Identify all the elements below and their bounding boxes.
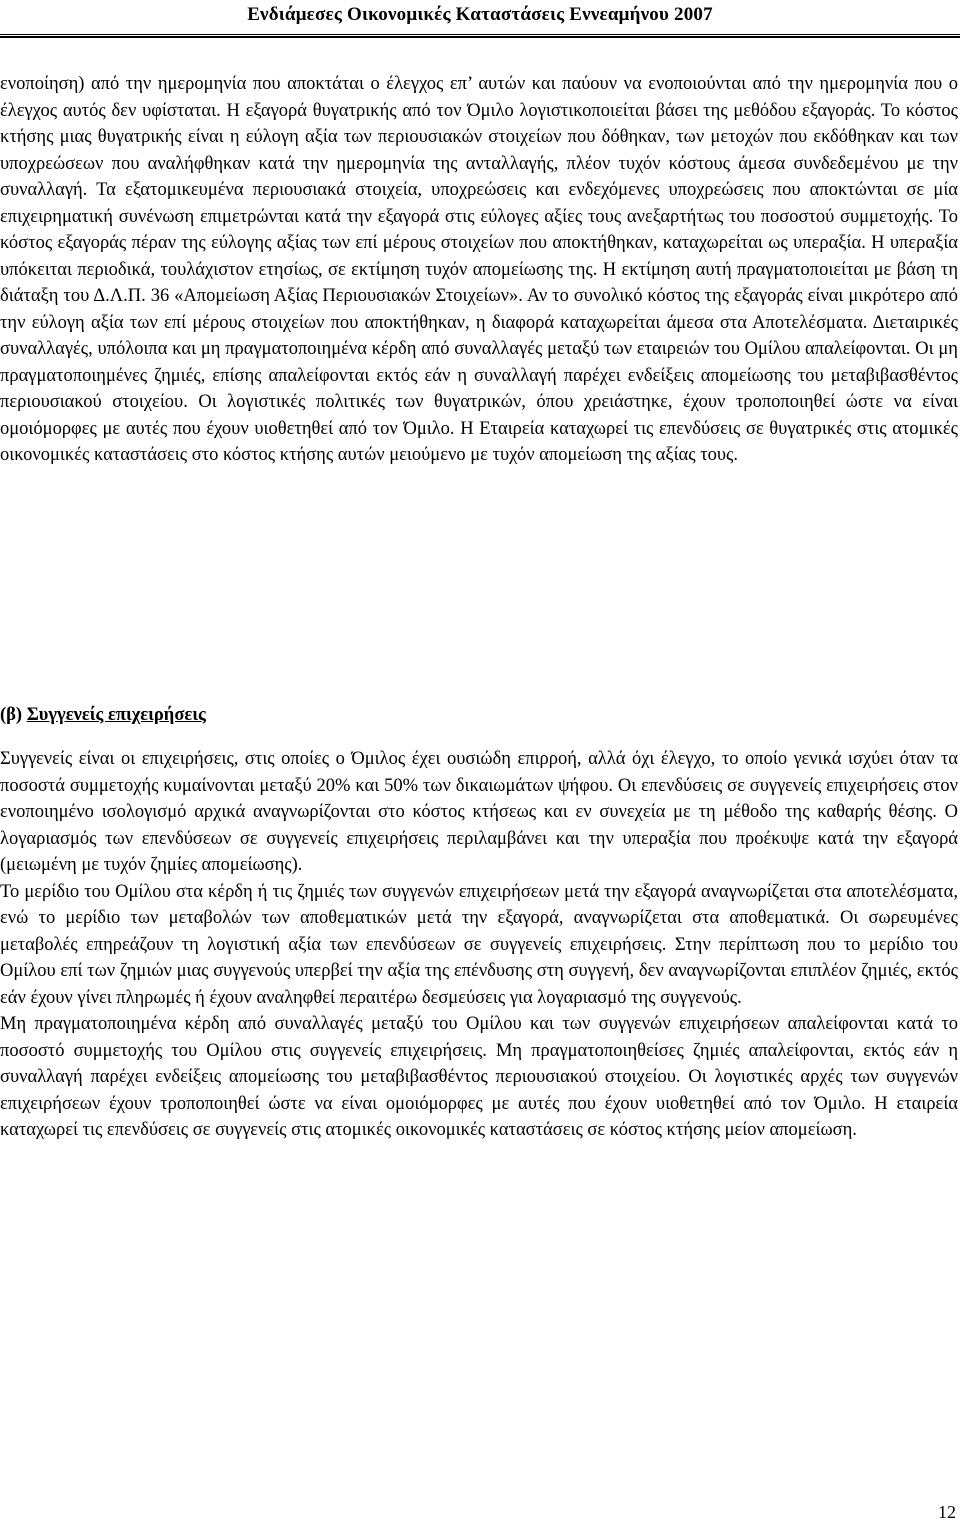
paragraph-associates-unrealised-gains: Μη πραγματοποιημένα κέρδη από συναλλαγές μεταξύ του Ομίλου και των συγγενών επιχειρήσεων απαλείφονται κατά το ποσοστό συμμετοχής του Ομίλου στις συγγενείς επιχειρήσεις. Μη πραγματοποιηθείσες ζημιές απαλείφονται, εκτός εάν η συναλλαγή παρέχει ενδείξεις απομείωσης του μεταβιβασθέντος περιουσιακού στοιχείου. Οι λογιστικές αρχές των συγγενών επιχειρήσεων έχουν τροποποιηθεί ώστε να είναι ομοιόμορφες με αυτές που έχουν υιοθετηθεί από τον Όμιλο. Η εταιρεία καταχωρεί τις επενδύσεις σε συγγενείς στις ατομικές οικονομικές καταστάσεις σε κόστος κτήσης μείον απομείωση. [0,1014,958,1140]
section-title: Συγγενείς επιχειρήσεις [26,705,206,725]
associates-text-block [0,746,958,1144]
paragraph-associates-definition: Συγγενείς είναι οι επιχειρήσεις, στις οποίες ο Όμιλος έχει ουσιώδη επιρροή, αλλά όχι έλεγχο, το οποίο γενικά ισχύει όταν τα ποσοστά συμμετοχής κυμαίνονται μεταξύ 20% και 50% των δικαιωμάτων ψήφου. Οι επενδύσεις σε συγγενείς επιχειρήσεις στον ενοποιημένο ισολογισμό αρχικά αναγνωρίζονται στο κόστος κτήσεως και εν συνεχεία με τη μέθοδο της καθαρής θέσης. Ο λογαριασμός των επενδύσεων σε συγγενείς επιχειρήσεις περιλαμβάνει και την υπεραξία που προέκυψε κατά την εξαγορά (μειωμένη με τυχόν ζημίες απομείωσης). [0,749,958,875]
page-number: 12 [938,1502,956,1522]
section-heading-associates [0,702,206,728]
header-divider [0,34,960,38]
section-label: (β) [0,705,23,725]
paragraph-associates-share-of-results: Το μερίδιο του Ομίλου στα κέρδη ή τις ζημιές των συγγενών επιχειρήσεων μετά την εξαγορά αναγνωρίζεται στα αποτελέσματα, ενώ το μερίδιο των μεταβολών των αποθεματικών μετά την εξαγορά, αναγνωρίζεται στα αποθεματικά. Οι σωρευμένες μεταβολές επηρεάζουν τη λογιστική αξία των επενδύσεων σε συγγενείς επιχειρήσεις. Στην περίπτωση που το μερίδιο του Ομίλου επί των ζημιών μιας συγγενούς υπερβεί την αξία της επένδυσης στη συγγενή, δεν αναγνωρίζονται επιπλέον ζημιές, εκτός εάν έχουν γίνει πληρωμές ή έχουν αναληφθεί περαιτέρω δεσμεύσεις για λογαριασμό της συγγενούς. [0,881,958,1008]
paragraph-subsidiaries-accounting: ενοποίηση) από την ημερομηνία που αποκτάται ο έλεγχος επ’ αυτών και παύουν να ενοποιούνται από την ημερομηνία που ο έλεγχος αυτός δεν υφίσταται. Η εξαγορά θυγατρικής από τον Όμιλο λογιστικοποιείται βάσει της μεθόδου εξαγοράς. Το κόστος κτήσης μιας θυγατρικής είναι η εύλογη αξία των περιουσιακών στοιχείων που δόθηκαν, των μετοχών που εκδόθηκαν και των υποχρεώσεων που αναλήφθηκαν κατά την ημερομηνία της ανταλλαγής, πλέον τυχόν κόστους άμεσα συνδεδεμένου με την συναλλαγή. Τα εξατομικευμένα περιουσιακά στοιχεία, υποχρεώσεις και ενδεχόμενες υποχρεώσεις που αποκτώνται σε μία επιχειρηματική συνένωση επιμετρώνται κατά την εξαγορά στις εύλογες αξίες τους ανεξαρτήτως του ποσοστού συμμετοχής. Το κόστος εξαγοράς πέραν της εύλογης αξίας των επί μέρους στοιχείων που αποκτήθηκαν, καταχωρείται ως υπεραξία. Η υπεραξία υπόκειται περιοδικά, τουλάχιστον ετησίως, σε εκτίμηση τυχόν απομείωσης της. Η εκτίμηση αυτή πραγματοποιείται με βάση τη διάταξη του Δ.Λ.Π. 36 «Απομείωση Αξίας Περιουσιακών Στοιχείων». Αν το συνολικό κόστος της εξαγοράς είναι μικρότερο από την εύλογη αξία των επί μέρους στοιχείων που αποκτήθηκαν, η διαφορά καταχωρείται άμεσα στα Αποτελέσματα. Διεταιρικές συναλλαγές, υπόλοιπα και μη πραγματοποιημένα κέρδη από συναλλαγές μεταξύ των εταιρειών του Ομίλου απαλείφονται. Οι μη πραγματοποιημένες ζημιές, επίσης απαλείφονται εκτός εάν η συναλλαγή παρέχει ενδείξεις απομείωσης του μεταβιβασθέντος περιουσιακού στοιχείου. Οι λογιστικές πολιτικές των θυγατρικών, όπου χρειάστηκε, έχουν τροποποιηθεί ώστε να είναι ομοιόμορφες με αυτές που έχουν υιοθετηθεί από τον Όμιλο. Η Εταιρεία καταχωρεί τις επενδύσεις σε θυγατρικές στις ατομικές οικονομικές καταστάσεις στο κόστος κτήσης αυτών μειούμενο με τυχόν απομείωση της αξίας τους. [0,74,958,465]
document-header-title: Ενδιάμεσες Οικονομικές Καταστάσεις Εννεαμήνου 2007 [247,4,713,25]
